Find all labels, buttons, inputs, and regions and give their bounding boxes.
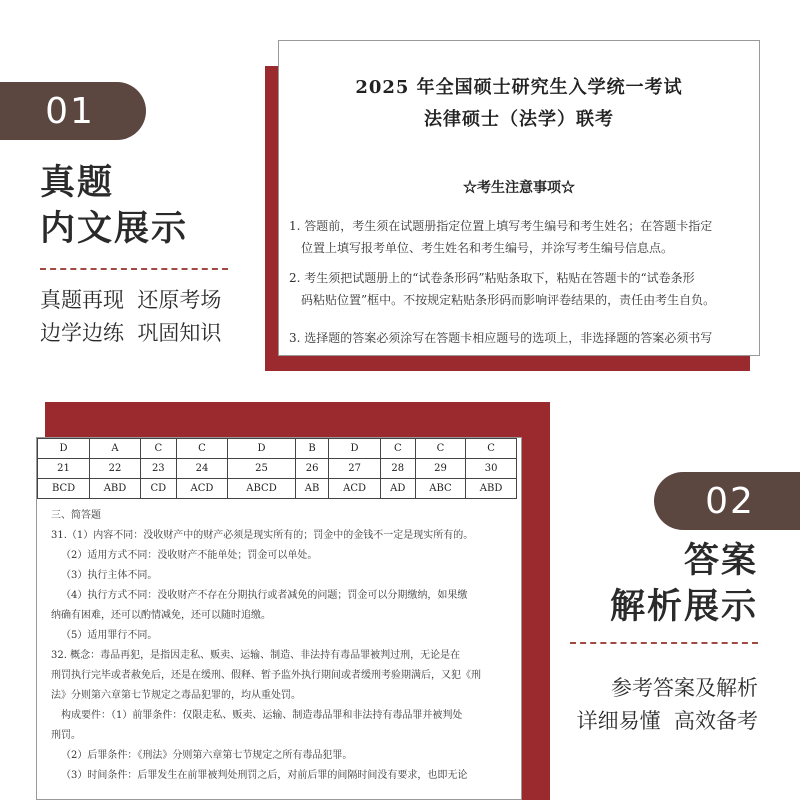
- notice-heading: ☆考生注意事项☆: [463, 180, 575, 196]
- answer-table-cell: ACD: [329, 479, 380, 499]
- notice-item-line: 1. 答题前，考生须在试题册指定位置上填写考生编号和考生姓名；在答题卡指定: [289, 219, 713, 233]
- answer-text-line: 刑罚。: [51, 730, 81, 741]
- answer-text-line: （5）适用罪行不同。: [61, 630, 158, 641]
- answer-table-cell: 23: [140, 459, 176, 479]
- answer-table-cell: C: [176, 439, 227, 459]
- answer-table-row: [38, 439, 517, 459]
- answer-table-cell: 26: [295, 459, 329, 479]
- answer-table-cell: D: [38, 439, 90, 459]
- section1-title: [40, 160, 188, 252]
- answer-text-line: 32. 概念：毒品再犯，是指因走私、贩卖、运输、制造、非法持有毒品罪被判过刑，无论是在: [51, 650, 461, 661]
- answer-table-cell: C: [466, 439, 517, 459]
- answer-page: [36, 437, 522, 800]
- answer-table-cell: AD: [380, 479, 415, 499]
- divider: [40, 268, 228, 270]
- answer-table-cell: C: [140, 439, 176, 459]
- section2-title: [610, 538, 758, 630]
- answer-table-cell: 22: [90, 459, 141, 479]
- answer-table-cell: D: [228, 439, 296, 459]
- answer-table-cell: ACD: [176, 479, 227, 499]
- answer-table-cell: B: [295, 439, 329, 459]
- answer-table-cell: ABC: [415, 479, 465, 499]
- answer-text-line: 31.（1）内容不同：没收财产中的财产必须是现实所有的；罚金中的金钱不一定是现实所有的。: [51, 530, 474, 541]
- answer-table-cell: 24: [176, 459, 227, 479]
- exam-page: [278, 40, 760, 356]
- answer-text-line: （4）执行方式不同：没收财产不存在分期执行或者减免的问题；罚金可以分期缴纳，如果缴: [61, 590, 468, 601]
- section1-title-line1: 真题: [40, 163, 115, 203]
- answer-table-row: [38, 479, 517, 499]
- answer-table-cell: 27: [329, 459, 380, 479]
- answer-table-cell: ABD: [90, 479, 141, 499]
- answer-text-line: （3）执行主体不同。: [61, 570, 158, 581]
- section2-title-line1: 答案: [683, 541, 758, 581]
- divider: [570, 642, 758, 644]
- answer-text-line: （2）后罪条件：《刑法》分则第六章第七节规定之所有毒品犯罪。: [61, 750, 353, 761]
- section2-subtitle: [577, 672, 758, 738]
- notice-item: [289, 267, 753, 311]
- section-number-tab-02: [654, 472, 800, 530]
- answer-text-line: 构成要件：（1）前罪条件：仅限走私、贩卖、运输、制造毒品罪和非法持有毒品罪并被判处: [61, 710, 463, 721]
- answer-table-row: [38, 459, 517, 479]
- answer-table-cell: ABD: [466, 479, 517, 499]
- section1-subtitle-line2: 边学边练 巩固知识: [40, 321, 222, 345]
- section1-subtitle-line1: 真题再现 还原考场: [40, 288, 222, 312]
- notice-item-line: 3. 选择题的答案必须涂写在答题卡相应题号的选项上，非选择题的答案必须书写: [289, 331, 713, 345]
- notice-item: [289, 215, 753, 259]
- section1-subtitle: [40, 284, 221, 350]
- answer-text-line: 纳确有困难，还可以酌情减免，还可以随时追缴。: [51, 610, 271, 621]
- answer-table-cell: 28: [380, 459, 415, 479]
- answer-table-cell: 21: [38, 459, 90, 479]
- answer-table: [37, 438, 517, 499]
- answer-text-line: 刑罚执行完毕或者赦免后，还是在缓刑、假释、暂予监外执行期间或者缓刑考验期满后，又犯《刑: [51, 670, 481, 681]
- answer-table-cell: BCD: [38, 479, 90, 499]
- answer-table-cell: AB: [295, 479, 329, 499]
- answer-table-cell: D: [329, 439, 380, 459]
- answer-text-line: （3）时间条件：后罪发生在前罪被判处刑罚之后，对前后罪的间隔时间没有要求，也即无论: [61, 770, 468, 781]
- answer-table-cell: A: [90, 439, 141, 459]
- section2-subtitle-line2: 详细易懂 高效备考: [576, 709, 758, 733]
- answer-table-cell: 25: [228, 459, 296, 479]
- section-number: 02: [705, 480, 755, 522]
- answer-table-cell: 30: [466, 459, 517, 479]
- answer-table-cell: C: [380, 439, 415, 459]
- notice-item: [289, 327, 753, 349]
- notice-item-line: 2. 考生须把试题册上的“试卷条形码”粘贴条取下，粘贴在答题卡的“试卷条形: [289, 271, 695, 285]
- answer-table-cell: ABCD: [228, 479, 296, 499]
- notice-item-line: 位置上填写报考单位、考生姓名和考生编号，并涂写考生编号信息点。: [301, 241, 674, 255]
- section-number-tab-01: [0, 82, 146, 140]
- notice-item-line: 码粘贴位置”框中。不按规定粘贴条形码而影响评卷结果的，责任由考生自负。: [301, 293, 716, 307]
- answer-text-line: 法》分则第六章第七节规定之毒品犯罪的，均从重处罚。: [51, 690, 301, 701]
- section2-subtitle-line1: 参考答案及解析: [611, 676, 758, 700]
- section2-title-line2: 解析展示: [609, 587, 758, 627]
- section-number: 01: [45, 90, 95, 132]
- answer-text-line: （2）适用方式不同：没收财产不能单处；罚金可以单处。: [61, 550, 318, 561]
- exam-title-line1: 2025 年全国硕士研究生入学统一考试: [355, 77, 683, 98]
- answer-table-cell: C: [415, 439, 465, 459]
- section-heading: 三、简答题: [51, 510, 101, 521]
- section1-title-line2: 内文展示: [40, 209, 189, 249]
- answer-table-cell: CD: [140, 479, 176, 499]
- exam-title-line2: 法律硕士（法学）联考: [424, 109, 614, 130]
- answer-table-cell: 29: [415, 459, 465, 479]
